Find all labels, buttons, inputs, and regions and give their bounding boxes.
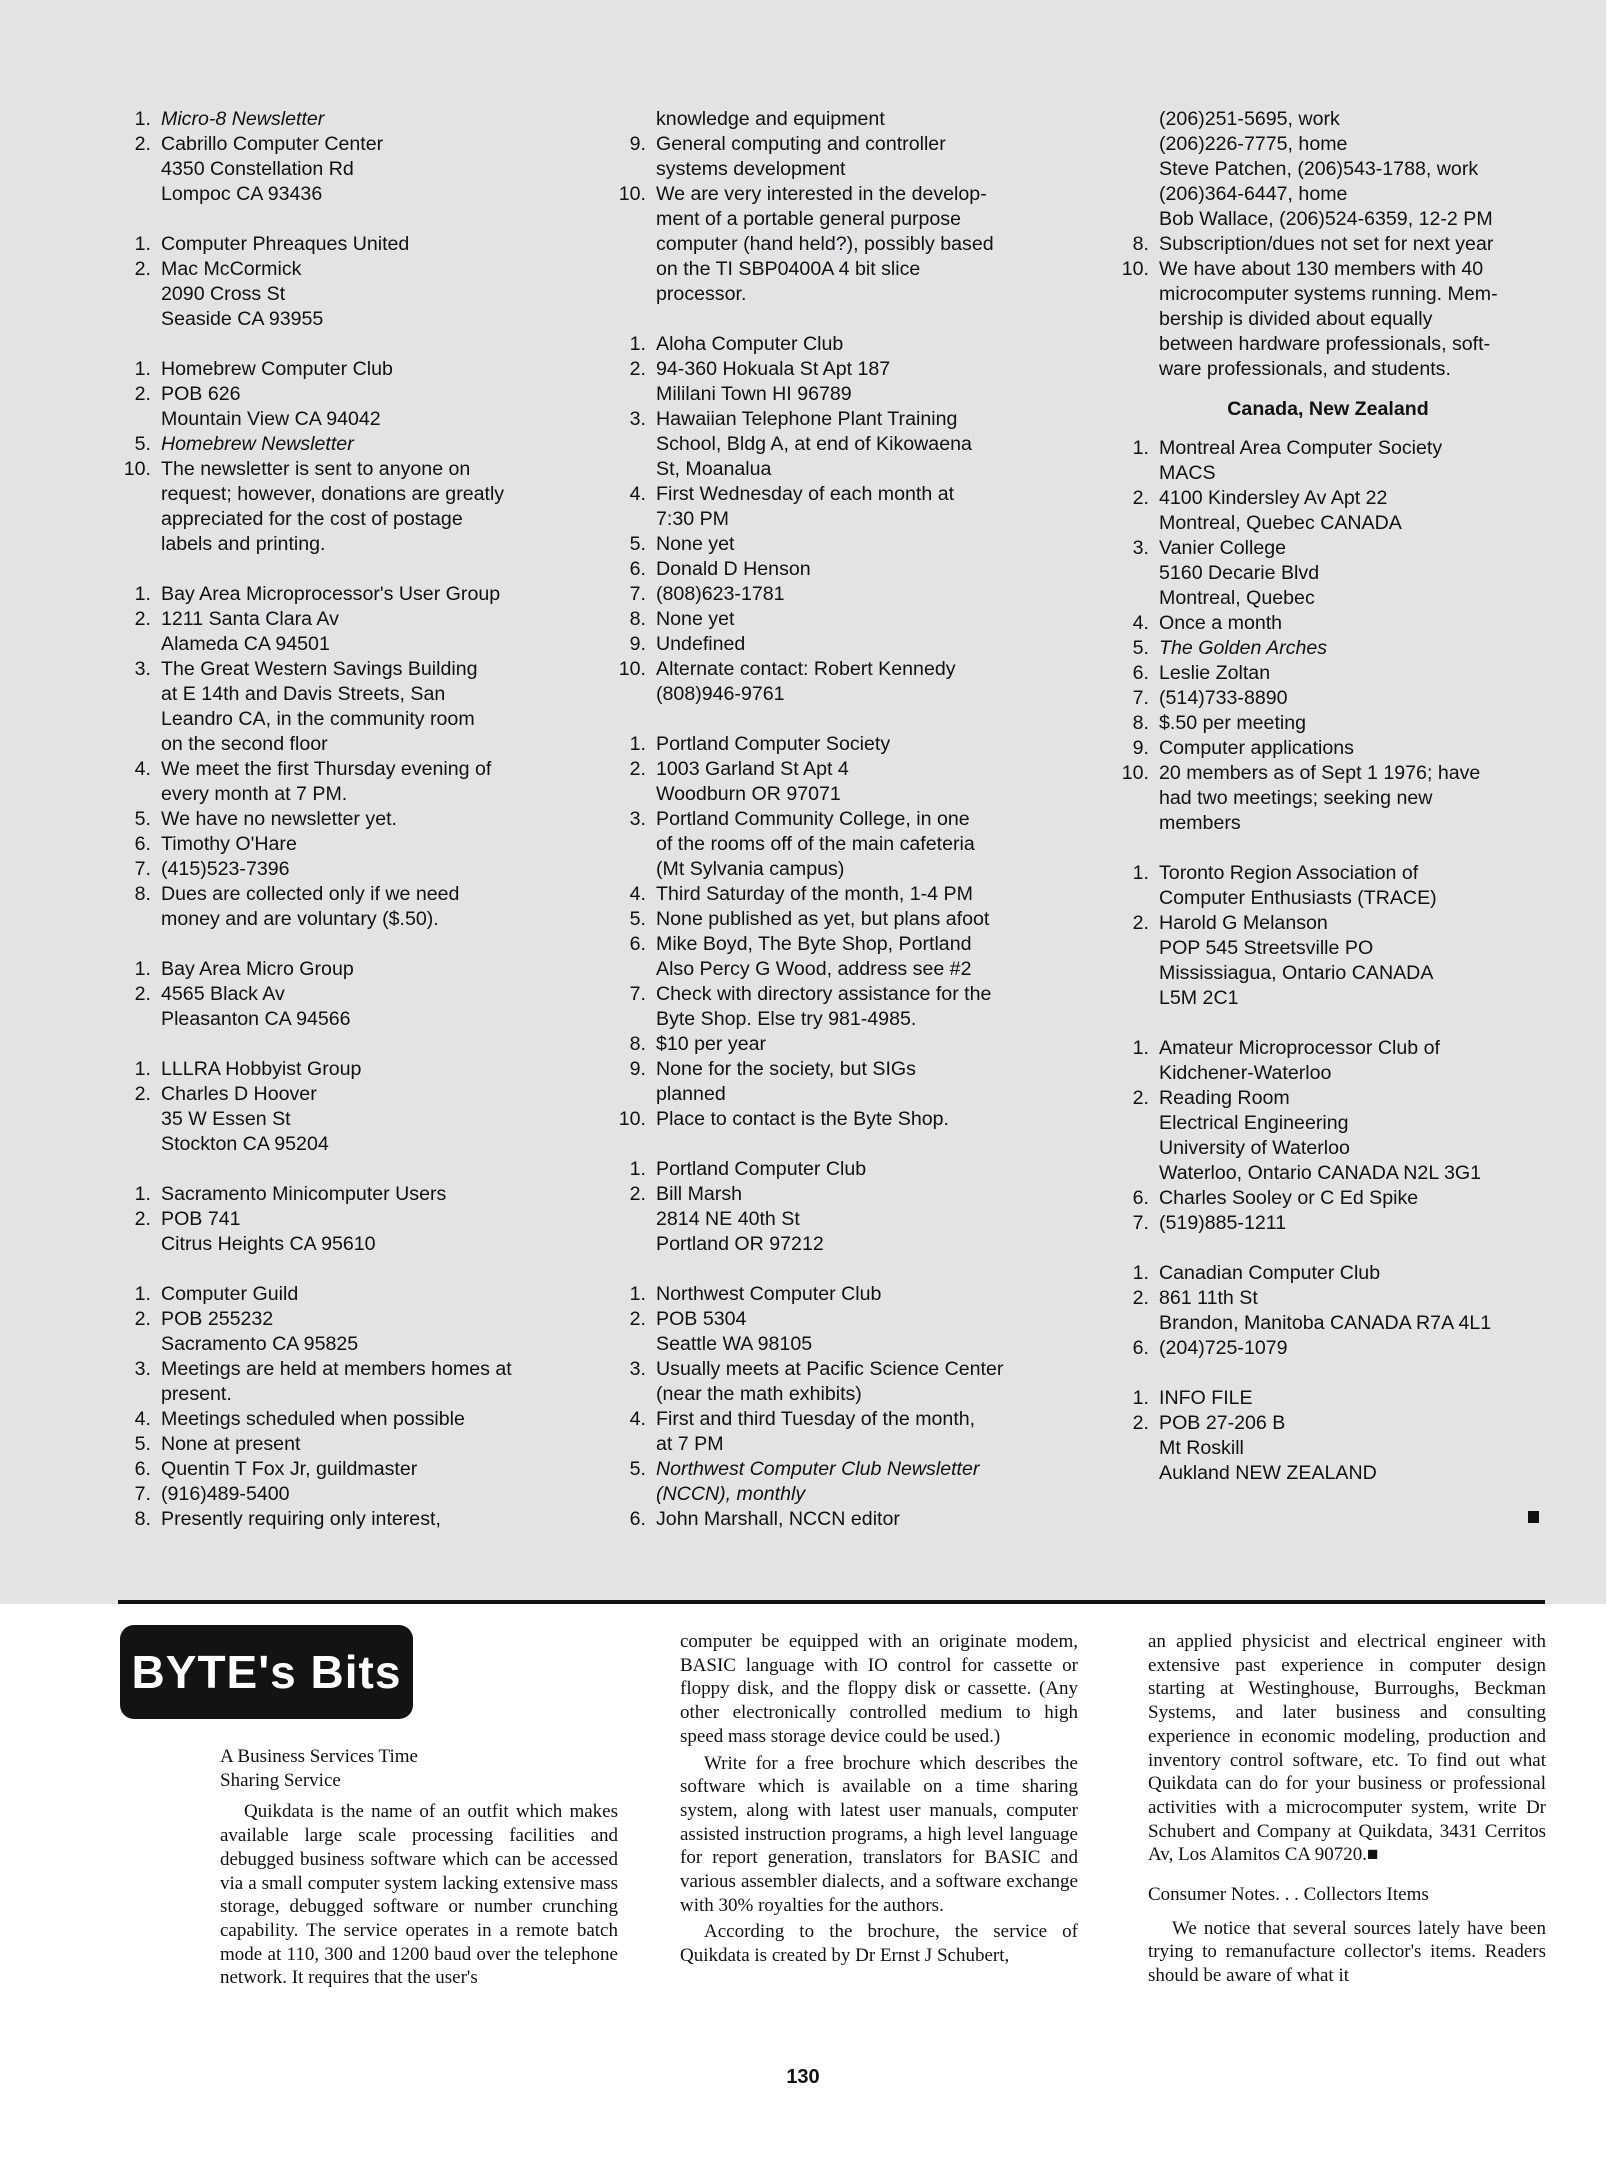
directory-entry	[105, 132, 570, 207]
directory-entry	[105, 982, 570, 1032]
entry-text: Homebrew Newsletter	[161, 433, 354, 455]
entry-text: 4100 Kindersley Av Apt 22 Montreal, Quebec CANADA	[1159, 487, 1402, 534]
entry-number: 10.	[618, 183, 646, 205]
entry-number: 2.	[1132, 1087, 1149, 1109]
directory-entry	[105, 232, 570, 257]
entry-number: 4.	[629, 483, 646, 505]
entry-text: Quentin T Fox Jr, guildmaster	[161, 1458, 418, 1480]
entry-text: Vanier College 5160 Decarie Blvd Montreal, Quebec	[1159, 537, 1320, 609]
directory-entry	[600, 1107, 1070, 1132]
directory-entry	[1103, 1036, 1553, 1086]
entry-text: $10 per year	[656, 1033, 767, 1055]
entry-number: 5.	[1132, 637, 1149, 659]
entry-text: Northwest Computer Club	[656, 1283, 882, 1305]
directory-entry	[600, 482, 1070, 532]
entry-text: 861 11th St Brandon, Manitoba CANADA R7A 4L1	[1159, 1287, 1492, 1334]
directory-entry	[600, 357, 1070, 407]
entry-text: Montreal Area Computer Society MACS	[1159, 437, 1443, 484]
entry-text: Undefined	[656, 633, 746, 655]
entry-number: 2.	[134, 983, 151, 1005]
bits-paragraph: Quikdata is the name of an outfit which makes available large scale processing facilities and debugged business software which can be accessed via a small computer system lacking extensive mass storage, debugged software or number crunching capability. The service operates in a remote batch mode at 110, 300 and 1200 baud over the telephone network. It requires that the user's	[220, 1801, 618, 1989]
entry-number: 2.	[134, 383, 151, 405]
entry-number: 8.	[1132, 712, 1149, 734]
entry-spacer	[1103, 1236, 1553, 1261]
entry-number: 1.	[629, 333, 646, 355]
entry-text: LLLRA Hobbyist Group	[161, 1058, 362, 1080]
directory-entry	[1103, 736, 1553, 761]
entry-spacer	[105, 1157, 570, 1182]
entry-spacer	[105, 207, 570, 232]
entry-number: 3.	[629, 408, 646, 430]
directory-entry	[600, 1507, 1070, 1532]
entry-text: Once a month	[1159, 612, 1283, 634]
directory-column-2	[600, 107, 1070, 1532]
bits-paragraph: computer be equipped with an originate modem, BASIC language with IO control for cassette or floppy disk, and the floppy disk or cassette. (Any other electronically controlled medium to high speed mass storage device could be used.)	[680, 1631, 1078, 1747]
entry-number: 5.	[134, 808, 151, 830]
entry-number: 1.	[134, 1183, 151, 1205]
directory-entry	[105, 882, 570, 932]
entry-text: Aloha Computer Club	[656, 333, 844, 355]
directory-entry	[600, 757, 1070, 807]
directory-entry	[600, 1407, 1070, 1457]
entry-text: None yet	[656, 608, 735, 630]
entry-number: 1.	[629, 1283, 646, 1305]
entry-text: Check with directory assistance for the Byte Shop. Else try 981-4985.	[656, 983, 992, 1030]
entry-number: 1.	[134, 1058, 151, 1080]
entry-number: 5.	[134, 1433, 151, 1455]
entry-number: 6.	[629, 1508, 646, 1530]
directory-entry	[1103, 1086, 1553, 1186]
entry-text: We have about 130 members with 40 microcomputer systems running. Mem- bership is divided about equally between hardware professionals, soft- ware professionals, and students.	[1159, 258, 1498, 380]
directory-entry	[105, 1082, 570, 1157]
entry-number: 1.	[134, 958, 151, 980]
entry-number: 1.	[134, 233, 151, 255]
entry-text: Third Saturday of the month, 1-4 PM	[656, 883, 973, 905]
entry-number: 7.	[1132, 687, 1149, 709]
entry-number: 6.	[629, 558, 646, 580]
bits-column-1	[220, 1745, 618, 1993]
directory-entry	[600, 1357, 1070, 1407]
entry-text: Subscription/dues not set for next year	[1159, 233, 1494, 255]
directory-entry	[600, 1307, 1070, 1357]
entry-text: Donald D Henson	[656, 558, 811, 580]
entry-text: 1211 Santa Clara Av Alameda CA 94501	[161, 608, 339, 655]
directory-entry	[105, 1482, 570, 1507]
directory-entry	[600, 732, 1070, 757]
directory-entry	[600, 982, 1070, 1032]
entry-text: Harold G Melanson POP 545 Streetsville PO Mississiagua, Ontario CANADA L5M 2C1	[1159, 912, 1434, 1009]
entry-number: 3.	[134, 1358, 151, 1380]
entry-number: 4.	[134, 758, 151, 780]
directory-entry	[105, 1307, 570, 1357]
entry-text: We have no newsletter yet.	[161, 808, 397, 830]
entry-number: 1.	[1132, 1262, 1149, 1284]
entry-text: POB 5304 Seattle WA 98105	[656, 1308, 813, 1355]
entry-number: 7.	[134, 858, 151, 880]
entry-number: 5.	[629, 533, 646, 555]
directory-entry	[600, 1057, 1070, 1107]
entry-spacer	[105, 932, 570, 957]
entry-text: Toronto Region Association of Computer Enthusiasts (TRACE)	[1159, 862, 1437, 909]
entry-number: 1.	[134, 583, 151, 605]
entry-text: Bay Area Microprocessor's User Group	[161, 583, 501, 605]
entry-number: 2.	[134, 258, 151, 280]
directory-entry	[105, 1407, 570, 1432]
entry-number: 4.	[1132, 612, 1149, 634]
directory-entry	[600, 1032, 1070, 1057]
entry-spacer	[105, 332, 570, 357]
entry-number: 6.	[1132, 1187, 1149, 1209]
entry-number: 2.	[134, 1083, 151, 1105]
directory-entry	[600, 932, 1070, 982]
entry-number: 1.	[1132, 437, 1149, 459]
directory-entry	[600, 1157, 1070, 1182]
entry-number: 1.	[134, 1283, 151, 1305]
entry-text: Northwest Computer Club Newsletter (NCCN), monthly	[656, 1458, 980, 1505]
entry-spacer	[1103, 1011, 1553, 1036]
entry-text: Portland Computer Club	[656, 1158, 867, 1180]
entry-text: John Marshall, NCCN editor	[656, 1508, 900, 1530]
entry-text: 4565 Black Av Pleasanton CA 94566	[161, 983, 351, 1030]
entry-number: 2.	[1132, 1412, 1149, 1434]
entry-number: 10.	[618, 1108, 646, 1130]
entry-text: Homebrew Computer Club	[161, 358, 393, 380]
directory-entry	[105, 1182, 570, 1207]
entry-number: 2.	[134, 133, 151, 155]
entry-text: Charles D Hoover 35 W Essen St Stockton CA 95204	[161, 1083, 329, 1155]
entry-text: Canadian Computer Club	[1159, 1262, 1381, 1284]
entry-text: (204)725-1079	[1159, 1337, 1288, 1359]
directory-entry	[1103, 486, 1553, 536]
entry-text: Mike Boyd, The Byte Shop, Portland Also Percy G Wood, address see #2	[656, 933, 972, 980]
continued-text: knowledge and equipment	[656, 108, 885, 130]
entry-spacer	[600, 1257, 1070, 1282]
bits-paragraph: We notice that several sources lately have been trying to remanufacture collector's items. Readers should be aware of what it	[1148, 1917, 1546, 1987]
entry-text: Dues are collected only if we need money and are voluntary ($.50).	[161, 883, 460, 930]
entry-number: 1.	[1132, 1037, 1149, 1059]
entry-number: 1.	[134, 358, 151, 380]
directory-entry	[1103, 232, 1553, 257]
entry-number: 2.	[629, 758, 646, 780]
entry-text: Place to contact is the Byte Shop.	[656, 1108, 949, 1130]
entry-number: 8.	[629, 608, 646, 630]
entry-spacer	[1103, 836, 1553, 861]
entry-text: (519)885-1211	[1159, 1212, 1287, 1234]
entry-number: 6.	[134, 1458, 151, 1480]
directory-entry	[600, 1282, 1070, 1307]
entry-text: 94-360 Hokuala St Apt 187 Mililani Town HI 96789	[656, 358, 891, 405]
directory-entry	[600, 807, 1070, 882]
entry-number: 3.	[629, 1358, 646, 1380]
entry-spacer	[600, 307, 1070, 332]
directory-entry	[105, 357, 570, 382]
entry-number: 7.	[629, 983, 646, 1005]
entry-text: Amateur Microprocessor Club of Kidchener-Waterloo	[1159, 1037, 1440, 1084]
directory-entry	[1103, 861, 1553, 911]
directory-entry	[105, 582, 570, 607]
directory-entry	[105, 1457, 570, 1482]
entry-number: 10.	[1121, 258, 1149, 280]
entry-number: 5.	[629, 908, 646, 930]
entry-text: (808)623-1781	[656, 583, 785, 605]
entry-text: The newsletter is sent to anyone on request; however, donations are greatly appreciated for the cost of postage labels and printing.	[161, 458, 505, 555]
end-of-article-mark	[1528, 1511, 1539, 1523]
entry-number: 2.	[629, 1308, 646, 1330]
directory-entry	[1103, 1261, 1553, 1286]
bits-column-2	[680, 1630, 1078, 1971]
entry-text: Alternate contact: Robert Kennedy (808)946-9761	[656, 658, 956, 705]
entry-number: 5.	[134, 433, 151, 455]
entry-text: The Great Western Savings Building at E 14th and Davis Streets, San Leandro CA, in the community room on the second floor	[161, 658, 478, 755]
entry-text: None for the society, but SIGs planned	[656, 1058, 916, 1105]
directory-entry	[1103, 761, 1553, 836]
bits-paragraph: Write for a free brochure which describes the software which is available on a time sharing system, along with latest user manuals, computer assisted instruction programs, a high level language for report generation, translators for BASIC and various assembler dialects, and a software exchange with 30% royalties for the authors.	[680, 1752, 1078, 1916]
directory-entry	[105, 257, 570, 332]
directory-entry	[600, 182, 1070, 307]
entry-text: POB 27-206 B Mt Roskill Aukland NEW ZEALAND	[1159, 1412, 1377, 1484]
entry-text: Charles Sooley or C Ed Spike	[1159, 1187, 1419, 1209]
entry-text: Meetings scheduled when possible	[161, 1408, 465, 1430]
consumer-notes-heading: Consumer Notes. . . Collectors Items	[1148, 1884, 1429, 1906]
entry-spacer	[105, 1032, 570, 1057]
entry-number: 1.	[629, 733, 646, 755]
directory-entry	[105, 1207, 570, 1257]
entry-number: 3.	[629, 808, 646, 830]
entry-number: 6.	[134, 833, 151, 855]
entry-number: 8.	[134, 1508, 151, 1530]
directory-entry	[600, 657, 1070, 707]
continued-text: (206)251-5695, work (206)226-7775, home Steve Patchen, (206)543-1788, work (206)364-6447, home Bob Wallace, (206)524-6359, 12-2 PM	[1159, 108, 1493, 230]
directory-entry	[1103, 661, 1553, 686]
bits-paragraph: an applied physicist and electrical engineer with extensive past experience in computer design starting at Westinghouse, Burroughs, Beckman Systems, and later business and consulting experience in economic modeling, production and inventory control software, etc. To find out what Quikdata can do for your business or professional activities with a microcomputer system, write Dr Schubert and Company at Quikdata, 3431 Cerritos Av, Los Alamitos CA 90720.■	[1148, 1631, 1546, 1866]
directory-entry	[105, 807, 570, 832]
entry-text: POB 741 Citrus Heights CA 95610	[161, 1208, 376, 1255]
directory-entry	[600, 582, 1070, 607]
bits-article-heading: A Business Services Time Sharing Service	[220, 1746, 418, 1791]
entry-text: None at present	[161, 1433, 301, 1455]
section-divider-rule	[118, 1600, 1545, 1604]
directory-entry	[600, 607, 1070, 632]
entry-text: (514)733-8890	[1159, 687, 1288, 709]
directory-entry	[1103, 636, 1553, 661]
entry-number: 1.	[1132, 1387, 1149, 1409]
entry-number: 2.	[629, 358, 646, 380]
directory-entry	[1103, 1211, 1553, 1236]
directory-entry	[600, 882, 1070, 907]
directory-entry	[600, 557, 1070, 582]
directory-entry	[105, 382, 570, 432]
directory-entry	[600, 1182, 1070, 1257]
entry-text: Bay Area Micro Group	[161, 958, 354, 980]
entry-number: 4.	[134, 1408, 151, 1430]
directory-entry	[105, 832, 570, 857]
directory-entry	[105, 857, 570, 882]
entry-number: 7.	[1132, 1212, 1149, 1234]
directory-entry	[600, 1457, 1070, 1507]
directory-entry	[600, 532, 1070, 557]
entry-number: 7.	[134, 1483, 151, 1505]
entry-text: 1003 Garland St Apt 4 Woodburn OR 97071	[656, 758, 849, 805]
directory-column-1	[105, 107, 570, 1532]
entry-text: INFO FILE	[1159, 1387, 1253, 1409]
directory-entry	[1103, 257, 1553, 382]
entry-number: 2.	[1132, 912, 1149, 934]
directory-entry	[1103, 1336, 1553, 1361]
directory-entry	[1103, 911, 1553, 1011]
directory-entry	[105, 1282, 570, 1307]
entry-text: Timothy O'Hare	[161, 833, 297, 855]
entry-text: Mac McCormick 2090 Cross St Seaside CA 93955	[161, 258, 324, 330]
entry-text: Usually meets at Pacific Science Center (near the math exhibits)	[656, 1358, 1004, 1405]
entry-text: Hawaiian Telephone Plant Training School, Bldg A, at end of Kikowaena St, Moanalua	[656, 408, 972, 480]
entry-text: POB 255232 Sacramento CA 95825	[161, 1308, 359, 1355]
directory-entry	[105, 432, 570, 457]
entry-number: 2.	[1132, 487, 1149, 509]
entry-text: $.50 per meeting	[1159, 712, 1307, 734]
entry-text: 20 members as of Sept 1 1976; have had two meetings; seeking new members	[1159, 762, 1481, 834]
entry-number: 9.	[629, 633, 646, 655]
entry-number: 9.	[1132, 737, 1149, 759]
entry-text: Computer Guild	[161, 1283, 299, 1305]
entry-text: (415)523-7396	[161, 858, 290, 880]
entry-text: First and third Tuesday of the month, at 7 PM	[656, 1408, 976, 1455]
directory-entry	[105, 957, 570, 982]
directory-entry	[1103, 711, 1553, 736]
entry-number: 1.	[629, 1158, 646, 1180]
entry-text: Presently requiring only interest,	[161, 1508, 441, 1530]
section-heading: Canada, New Zealand	[1227, 398, 1429, 420]
entry-number: 4.	[629, 883, 646, 905]
directory-entry	[105, 657, 570, 757]
entry-text: Micro-8 Newsletter	[161, 108, 325, 130]
entry-spacer	[600, 707, 1070, 732]
entry-number: 8.	[629, 1033, 646, 1055]
entry-text: Computer applications	[1159, 737, 1354, 759]
entry-text: (916)489-5400	[161, 1483, 290, 1505]
entry-text: Sacramento Minicomputer Users	[161, 1183, 447, 1205]
entry-spacer	[105, 1257, 570, 1282]
bits-paragraph: According to the brochure, the service of Quikdata is created by Dr Ernst J Schubert,	[680, 1921, 1078, 1967]
entry-number: 8.	[1132, 233, 1149, 255]
directory-entry	[600, 332, 1070, 357]
entry-number: 3.	[134, 658, 151, 680]
entry-number: 5.	[629, 1458, 646, 1480]
bits-column-3	[1148, 1630, 1546, 1991]
directory-entry	[105, 1057, 570, 1082]
entry-text: General computing and controller systems development	[656, 133, 946, 180]
directory-entry	[105, 1432, 570, 1457]
directory-entry	[105, 607, 570, 657]
directory-entry	[105, 757, 570, 807]
entry-number: 2.	[1132, 1287, 1149, 1309]
entry-text: Cabrillo Computer Center 4350 Constellation Rd Lompoc CA 93436	[161, 133, 384, 205]
directory-entry	[600, 132, 1070, 182]
directory-entry	[105, 1507, 570, 1532]
entry-number: 6.	[1132, 1337, 1149, 1359]
directory-entry	[105, 107, 570, 132]
page-number: 130	[786, 2066, 820, 2088]
entry-number: 7.	[629, 583, 646, 605]
entry-number: 10.	[618, 658, 646, 680]
entry-spacer	[1103, 1361, 1553, 1386]
directory-entry	[1103, 686, 1553, 711]
entry-text: We meet the first Thursday evening of every month at 7 PM.	[161, 758, 492, 805]
entry-text: None published as yet, but plans afoot	[656, 908, 990, 930]
directory-entry	[105, 457, 570, 557]
entry-spacer	[600, 1132, 1070, 1157]
entry-number: 2.	[134, 1308, 151, 1330]
entry-text: Portland Computer Society	[656, 733, 891, 755]
entry-number: 4.	[629, 1408, 646, 1430]
entry-text: Reading Room Electrical Engineering University of Waterloo Waterloo, Ontario CANADA N2L 3G1	[1159, 1087, 1481, 1184]
directory-entry	[600, 407, 1070, 482]
entry-text: Bill Marsh 2814 NE 40th St Portland OR 97212	[656, 1183, 824, 1255]
directory-entry	[1103, 1386, 1553, 1411]
directory-entry	[105, 1357, 570, 1407]
entry-text: First Wednesday of each month at 7:30 PM	[656, 483, 955, 530]
bytes-bits-logo-text: BYTE's Bits	[131, 1646, 402, 1698]
entry-number: 1.	[1132, 862, 1149, 884]
entry-number: 9.	[629, 133, 646, 155]
directory-column-3	[1103, 107, 1553, 1486]
entry-text: We are very interested in the develop- ment of a portable general purpose computer (hand held?), possibly based on the TI SBP0400A 4 bit slice processor.	[656, 183, 994, 305]
directory-entry	[1103, 1186, 1553, 1211]
directory-entry	[1103, 1411, 1553, 1486]
entry-number: 10.	[123, 458, 151, 480]
bytes-bits-logo	[120, 1625, 413, 1719]
entry-spacer	[105, 557, 570, 582]
entry-number: 1.	[134, 108, 151, 130]
entry-text: None yet	[656, 533, 735, 555]
directory-entry	[600, 632, 1070, 657]
entry-number: 10.	[1121, 762, 1149, 784]
entry-number: 6.	[629, 933, 646, 955]
entry-text: Computer Phreaques United	[161, 233, 410, 255]
directory-entry	[1103, 536, 1553, 611]
entry-number: 2.	[134, 1208, 151, 1230]
entry-number: 9.	[629, 1058, 646, 1080]
entry-text: The Golden Arches	[1159, 637, 1328, 659]
entry-number: 2.	[629, 1183, 646, 1205]
entry-text: POB 626 Mountain View CA 94042	[161, 383, 381, 430]
directory-entry	[1103, 611, 1553, 636]
entry-text: Leslie Zoltan	[1159, 662, 1271, 684]
entry-number: 6.	[1132, 662, 1149, 684]
directory-entry	[1103, 436, 1553, 486]
entry-text: Meetings are held at members homes at present.	[161, 1358, 512, 1405]
entry-text: Portland Community College, in one of the rooms off of the main cafeteria (Mt Sylvania campus)	[656, 808, 975, 880]
directory-entry	[600, 907, 1070, 932]
directory-entry	[1103, 1286, 1553, 1336]
entry-number: 8.	[134, 883, 151, 905]
entry-number: 2.	[134, 608, 151, 630]
entry-number: 3.	[1132, 537, 1149, 559]
